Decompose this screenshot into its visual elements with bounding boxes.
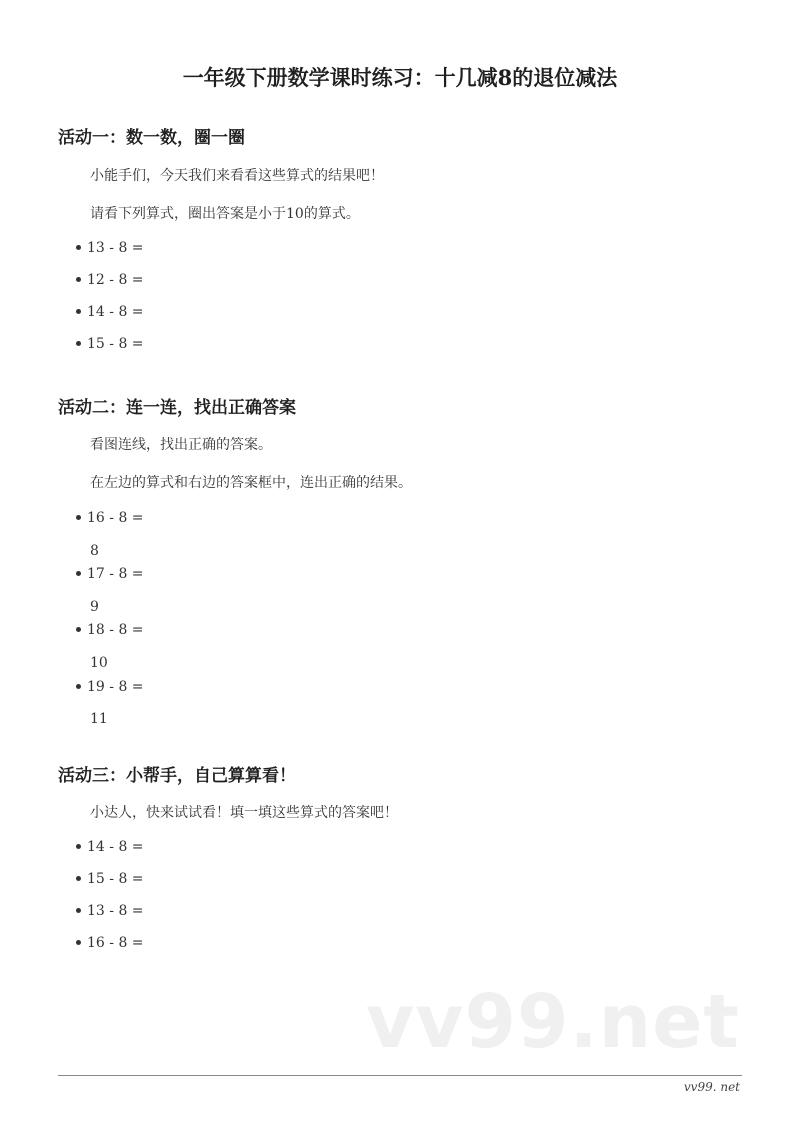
bullet-icon xyxy=(76,309,81,314)
page-title: 一年级下册数学课时练习：十几减8的退位减法 xyxy=(182,65,618,90)
equation: 16 - 8 = xyxy=(87,510,144,526)
equation: 15 - 8 = xyxy=(87,871,144,887)
list-item xyxy=(76,336,144,352)
bullet-icon xyxy=(76,844,81,849)
list-item xyxy=(76,839,144,855)
equation: 19 - 8 = xyxy=(87,679,144,695)
bullet-icon xyxy=(76,245,81,250)
bullet-icon xyxy=(76,876,81,881)
section-2-instruction: 在左边的算式和右边的答案框中，连出正确的结果。 xyxy=(90,475,412,491)
list-item xyxy=(76,622,144,638)
section-heading-activity-2: 活动二：连一连，找出正确答案 xyxy=(58,398,296,418)
equation: 17 - 8 = xyxy=(87,566,144,582)
list-item xyxy=(76,871,144,887)
section-3-intro: 小达人，快来试试看！填一填这些算式的答案吧！ xyxy=(90,805,398,821)
answer-option: 9 xyxy=(90,599,99,615)
list-item xyxy=(76,935,144,951)
list-item xyxy=(76,510,144,526)
answer-option: 11 xyxy=(90,711,108,727)
equation: 12 - 8 = xyxy=(87,272,144,288)
equation: 18 - 8 = xyxy=(87,622,144,638)
watermark: vv99.net xyxy=(366,979,740,1065)
bullet-icon xyxy=(76,684,81,689)
bullet-icon xyxy=(76,571,81,576)
bullet-icon xyxy=(76,627,81,632)
bullet-icon xyxy=(76,940,81,945)
equation: 15 - 8 = xyxy=(87,336,144,352)
list-item xyxy=(76,304,144,320)
bullet-icon xyxy=(76,908,81,913)
footer-site-label: vv99. net xyxy=(683,1080,740,1094)
answer-option: 8 xyxy=(90,543,99,559)
list-item xyxy=(76,679,144,695)
bullet-icon xyxy=(76,515,81,520)
list-item xyxy=(76,272,144,288)
section-2-intro: 看图连线，找出正确的答案。 xyxy=(90,437,272,453)
bullet-icon xyxy=(76,277,81,282)
list-item xyxy=(76,240,144,256)
bullet-icon xyxy=(76,341,81,346)
equation: 16 - 8 = xyxy=(87,935,144,951)
equation: 13 - 8 = xyxy=(87,240,144,256)
equation: 13 - 8 = xyxy=(87,903,144,919)
section-heading-activity-3: 活动三：小帮手，自己算算看！ xyxy=(58,766,296,786)
section-1-instruction: 请看下列算式，圈出答案是小于10的算式。 xyxy=(90,206,360,222)
equation: 14 - 8 = xyxy=(87,304,144,320)
section-heading-activity-1: 活动一：数一数，圈一圈 xyxy=(58,128,245,148)
equation: 14 - 8 = xyxy=(87,839,144,855)
list-item xyxy=(76,903,144,919)
answer-option: 10 xyxy=(90,655,108,671)
list-item xyxy=(76,566,144,582)
section-1-intro: 小能手们，今天我们来看看这些算式的结果吧！ xyxy=(90,168,384,184)
footer-divider xyxy=(58,1075,742,1076)
